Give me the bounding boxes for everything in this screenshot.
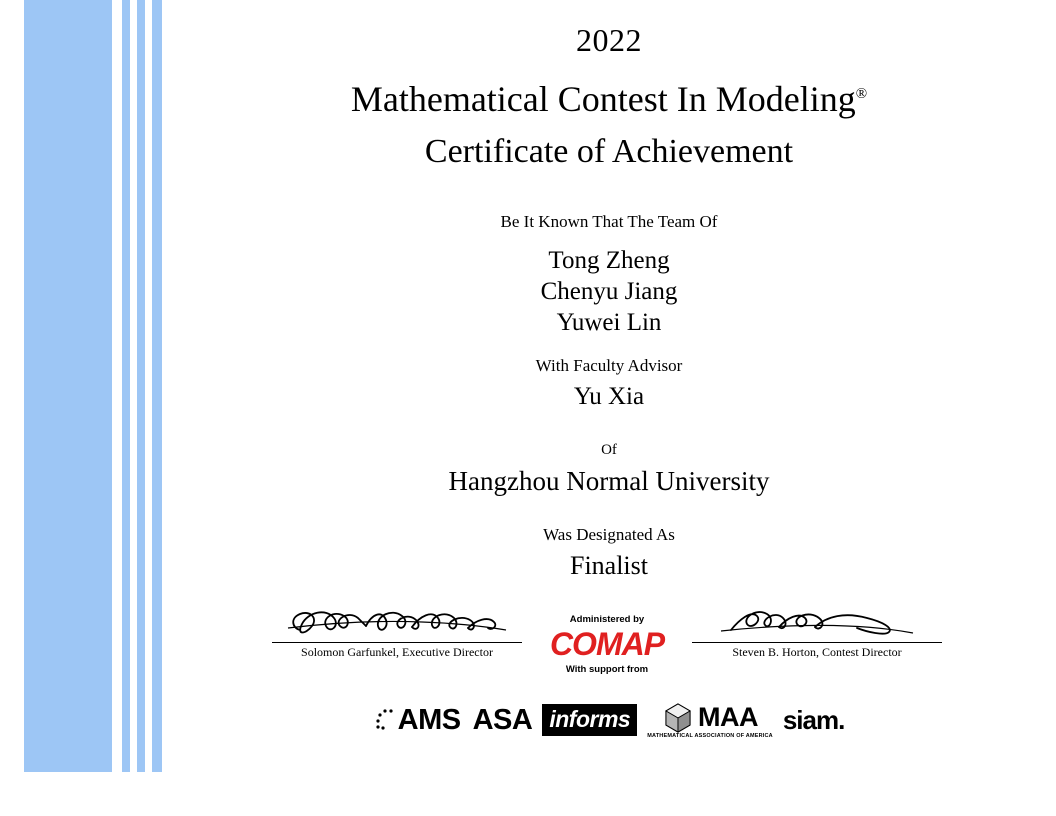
informs-label: informs: [549, 706, 631, 732]
signature-caption-right: Steven B. Horton, Contest Director: [732, 645, 902, 659]
decorative-bar-thin-2: [137, 0, 145, 772]
maa-polyhedron-icon: [662, 702, 694, 734]
comap-logo-block: [532, 614, 682, 676]
team-member: Yuwei Lin: [556, 309, 662, 336]
ams-dots-icon: [374, 707, 396, 733]
signature-icon-horton: [717, 600, 917, 642]
designation-award: Finalist: [569, 551, 648, 580]
team-label: Be It Known That The Team Of: [500, 212, 718, 231]
of-label: Of: [601, 442, 617, 458]
certificate-subtitle: Certificate of Achievement: [424, 133, 794, 170]
institution-name: Hangzhou Normal University: [448, 466, 770, 496]
signature-rule-left: [272, 642, 522, 643]
maa-label: MAA: [698, 702, 759, 732]
team-member: Tong Zheng: [548, 247, 670, 274]
advisor-name: Yu Xia: [573, 383, 645, 410]
sponsor-logo-informs: [542, 704, 637, 736]
signature-icon-garfunkel: [282, 600, 512, 642]
sponsor-logo-strip: [162, 695, 1056, 745]
signature-caption-left: Solomon Garfunkel, Executive Director: [301, 645, 493, 659]
signature-block-right: [692, 600, 942, 660]
signature-block-left: [272, 600, 522, 660]
sponsor-logo-asa: [473, 704, 533, 737]
team-member: Chenyu Jiang: [540, 278, 678, 305]
sponsor-logo-maa: [647, 702, 773, 739]
ams-label: AMS: [397, 703, 461, 736]
designation-label: Was Designated As: [543, 525, 675, 544]
sponsor-logo-siam: [783, 705, 845, 736]
siam-label: siam.: [782, 704, 845, 735]
certificate-content: [162, 0, 1056, 772]
contest-title-text: Mathematical Contest In Modeling: [350, 79, 856, 119]
registered-trademark-symbol: ®: [855, 86, 868, 102]
asa-label: ASA: [472, 703, 533, 736]
signature-area: [162, 600, 1056, 700]
signature-rule-right: [692, 642, 942, 643]
comap-logo: COMAP: [549, 626, 665, 662]
administered-by-label: Administered by: [569, 614, 645, 625]
advisor-label: With Faculty Advisor: [535, 356, 683, 375]
team-member-list: [162, 245, 1056, 338]
decorative-bar-wide: [24, 0, 112, 772]
sponsor-logo-ams: [374, 704, 461, 737]
maa-sublabel: MATHEMATICAL ASSOCIATION OF AMERICA: [647, 732, 773, 739]
support-from-label: With support from: [565, 664, 649, 675]
decorative-bar-thin-3: [152, 0, 162, 772]
contest-year: 2022: [576, 22, 642, 58]
decorative-bar-thin-1: [122, 0, 130, 772]
contest-title: [162, 68, 1056, 125]
